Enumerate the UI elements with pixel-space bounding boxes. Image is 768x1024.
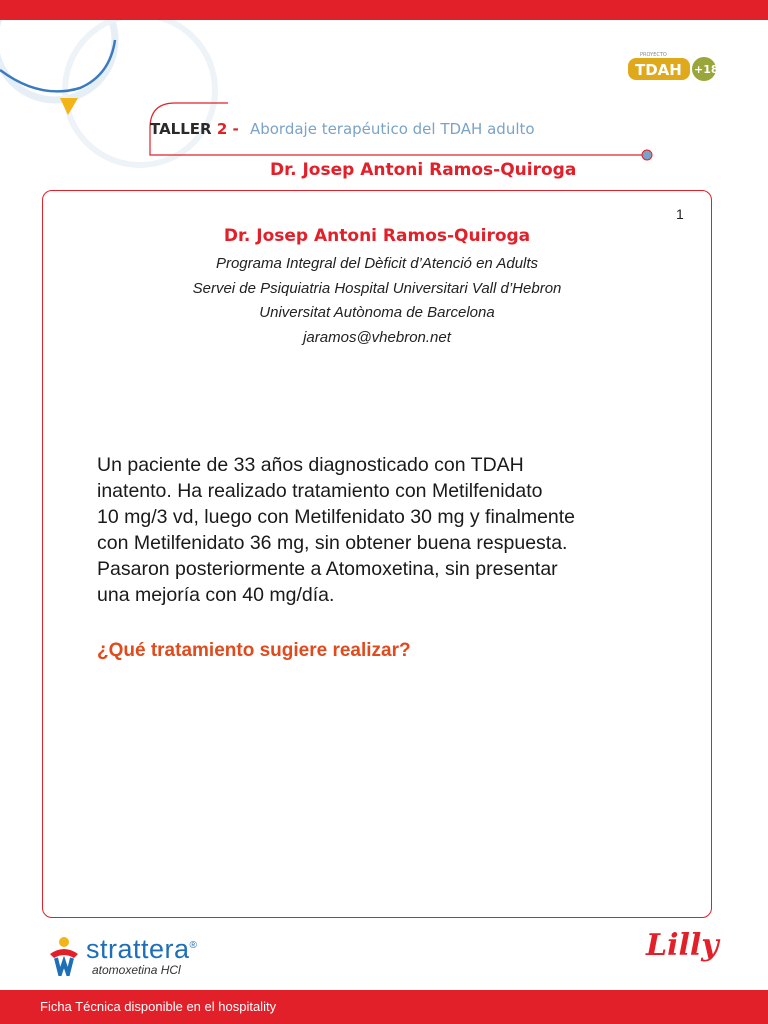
bottom-red-bar [0,990,768,1024]
strattera-subtitle: atomoxetina HCl [92,963,181,977]
footer-note: Ficha Técnica disponible en el hospitality [40,999,277,1014]
header-author: Dr. Josep Antoni Ramos-Quiroga [270,160,577,180]
logo-top-text: PROYECTO [640,52,667,58]
affiliation-line: Universitat Autònoma de Barcelona [259,304,495,321]
case-description [97,452,667,608]
registered-mark: ® [189,940,198,951]
workshop-subject: Abordaje terapéutico del TDAH adulto [249,120,535,138]
case-line: con Metilfenidato 36 mg, sin obtener buena respuesta. [97,532,568,554]
case-line: inatento. Ha realizado tratamiento con Metilfenidato [97,480,543,502]
affiliation-line: Programa Integral del Dèficit d’Atenció en Adults [215,255,539,272]
case-line: una mejoría con 40 mg/día. [97,584,335,606]
logo-main-text: TDAH [635,61,682,79]
question-text: ¿Qué tratamiento sugiere realizar? [97,640,411,661]
strattera-logo [44,934,224,980]
author-name: Dr. Josep Antoni Ramos-Quiroga [223,226,531,246]
author-email: jaramos@vhebron.net [303,328,451,346]
affiliation-line: Servei de Psiquiatria Hospital Universitari Vall d’Hebron [192,279,562,297]
workshop-label: TALLER [150,120,212,138]
case-line: Un paciente de 33 años diagnosticado con TDAH [97,454,524,476]
workshop-number: 2 - [216,120,239,138]
case-line: Pasaron posteriormente a Atomoxetina, sin presentar [97,558,558,580]
author-block [42,226,712,350]
lilly-logo: Lilly [646,928,719,963]
workshop-title [150,120,535,138]
page-number: 1 [676,206,684,222]
logo-badge-text: +18 [694,63,719,76]
strattera-name: strattera [86,934,190,964]
strattera-figure-icon [44,934,84,976]
case-line: 10 mg/3 vd, luego con Metilfenidato 30 mg y finalmente [97,506,576,528]
